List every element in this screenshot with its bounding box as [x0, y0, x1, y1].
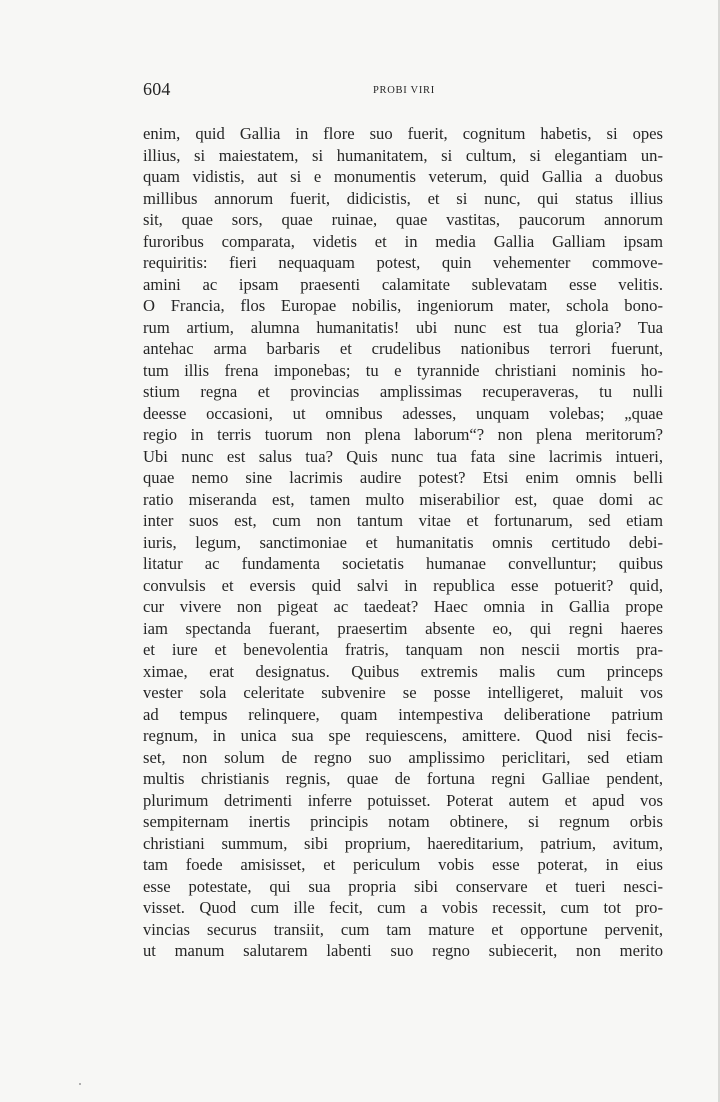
text-line: iam spectanda fuerant, praesertim absente eo, qui regni haeres — [143, 618, 663, 638]
text-line: enim, quid Gallia in flore suo fuerit, cognitum habetis, si opes — [143, 124, 663, 143]
text-line: convulsis et eversis quid salvi in republica esse potuerit? quid, — [143, 575, 663, 595]
text-line: rum artium, alumna humanitatis! ubi nunc est tua gloria? Tua — [143, 317, 663, 337]
text-line: ratio miseranda est, tamen multo miserabilior est, quae domi ac — [143, 489, 663, 509]
running-head: PROBI VIRI — [373, 85, 435, 96]
text-line: requiritis: fieri nequaquam potest, quin vehementer commove- — [143, 253, 663, 272]
text-line: O Francia, flos Europae nobilis, ingeniorum mater, schola bono- — [143, 296, 663, 315]
text-line: sit, quae sors, quae ruinae, quae vastitas, paucorum annorum — [143, 210, 663, 229]
text-line: set, non solum de regno suo amplissimo periclitari, sed etiam — [143, 747, 663, 767]
text-line: iuris, legum, sanctimoniae et humanitatis omnis certitudo debi- — [143, 532, 663, 552]
text-line: deesse occasioni, ut omnibus adesses, unquam volebas; „quae — [143, 403, 663, 423]
body-text — [143, 123, 663, 962]
text-line: et iure et benevolentia fratris, tanquam non nescii mortis pra- — [143, 640, 663, 659]
text-line: ad tempus relinquere, quam intempestiva deliberatione patrium — [143, 704, 663, 724]
text-line: esse potestate, qui sua propria sibi conservare et tueri nesci- — [143, 876, 663, 896]
text-line: visset. Quod cum ille fecit, cum a vobis recessit, cum tot pro- — [143, 898, 663, 917]
text-line: plurimum detrimenti inferre potuisset. Poterat autem et apud vos — [143, 790, 663, 810]
text-line: regio in terris tuorum non plena laborum“? non plena meritorum? — [143, 425, 663, 444]
text-line: Ubi nunc est salus tua? Quis nunc tua fata sine lacrimis intueri, — [143, 446, 663, 466]
text-line: multis christianis regnis, quae de fortuna regni Galliae pendent, — [143, 769, 663, 788]
text-line: vester sola celeritate subvenire se posse intelligeret, maluit vos — [143, 683, 663, 702]
text-line: quae nemo sine lacrimis audire potest? Etsi enim omnis belli — [143, 468, 663, 487]
text-line: litatur ac fundamenta societatis humanae convelluntur; quibus — [143, 554, 663, 573]
text-line: cur vivere non pigeat ac taedeat? Haec omnia in Gallia prope — [143, 597, 663, 616]
text-line: tam foede amisisset, et periculum vobis esse poterat, in eius — [143, 855, 663, 874]
text-line: ximae, erat designatus. Quibus extremis malis cum princeps — [143, 661, 663, 681]
text-line: tum illis frena imponebas; tu e tyrannide christiani nominis ho- — [143, 360, 663, 380]
paper-speck — [79, 1083, 81, 1085]
text-line: quam vidistis, aut si e monumentis veterum, quid Gallia a duobus — [143, 167, 663, 186]
text-line: millibus annorum fuerit, didicistis, et si nunc, qui status illius — [143, 188, 663, 208]
text-line: antehac arma barbaris et crudelibus nationibus terrori fuerunt, — [143, 339, 663, 358]
text-line: inter suos est, cum non tantum vitae et fortunarum, sed etiam — [143, 511, 663, 530]
text-line: regnum, in unica sua spe requiescens, amittere. Quod nisi fecis- — [143, 726, 663, 745]
text-line: stium regna et provincias amplissimas recuperaveras, tu nulli — [143, 382, 663, 401]
text-line: christiani summum, sibi proprium, haereditarium, patrium, avitum, — [143, 833, 663, 853]
text-line: furoribus comparata, videtis et in media Gallia Galliam ipsam — [143, 231, 663, 251]
text-line: illius, si maiestatem, si humanitatem, si cultum, si elegantiam un- — [143, 145, 663, 165]
page-number: 604 — [143, 79, 171, 99]
text-line: vincias securus transiit, cum tam mature et opportune pervenit, — [143, 919, 663, 939]
text-line: sempiternam inertis principis notam obtinere, si regnum orbis — [143, 812, 663, 831]
text-line: amini ac ipsam praesenti calamitate sublevatam esse velitis. — [143, 274, 663, 294]
text-line: ut manum salutarem labenti suo regno subiecerit, non merito — [143, 941, 663, 960]
